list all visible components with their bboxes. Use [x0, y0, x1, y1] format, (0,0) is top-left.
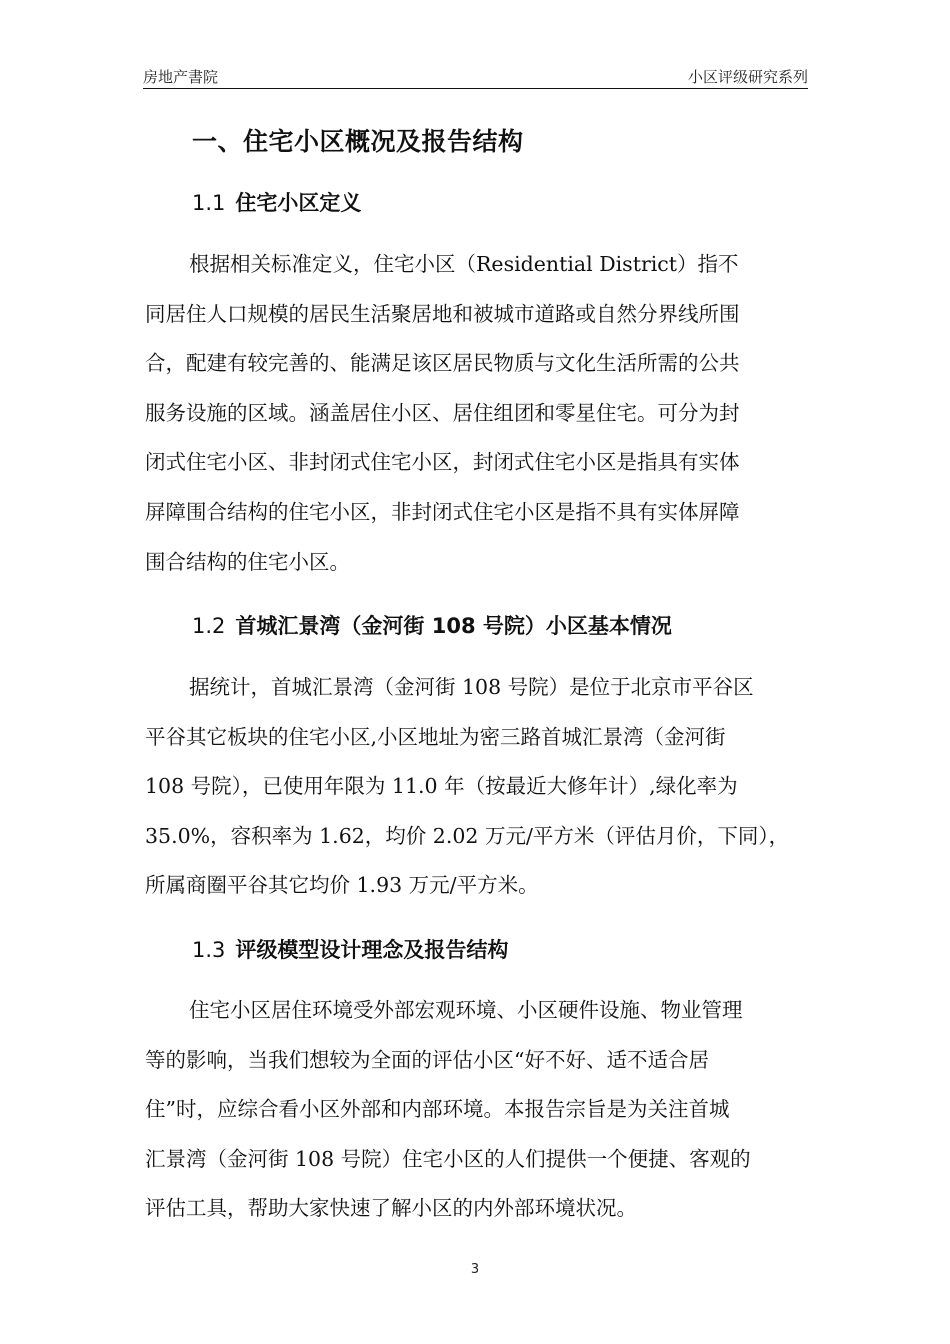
paragraph-line: 等的影响，当我们想较为全面的评估小区“好不好、适不适合居 [145, 1047, 709, 1072]
page-header [143, 66, 808, 88]
section-number: 1.1 [192, 191, 226, 215]
section-title: 评级模型设计理念及报告结构 [235, 938, 509, 962]
paragraph-line: 合，配建有较完善的、能满足该区居民物质与文化生活所需的公共 [145, 351, 740, 376]
section-title: 住宅小区定义 [235, 191, 362, 215]
paragraph-line: 同居住人口规模的居民生活聚居地和被城市道路或自然分界线所围 [145, 301, 740, 326]
section-paragraph-1-3 [145, 986, 815, 1234]
section-heading-1-2 [192, 610, 672, 640]
paragraph-line: 服务设施的区域。涵盖居住小区、居住组团和零星住宅。可分为封 [145, 400, 740, 425]
chapter-title: 一、住宅小区概况及报告结构 [192, 127, 524, 156]
paragraph-line: 108 号院），已使用年限为 11.0 年（按最近大修年计）,绿化率为 [145, 774, 738, 799]
section-heading-1-1 [192, 187, 361, 217]
paragraph-line: 平谷其它板块的住宅小区,小区地址为密三路首城汇景湾（金河街 [145, 724, 726, 749]
section-number: 1.3 [192, 938, 226, 962]
paragraph-line: 汇景湾（金河街 108 号院）住宅小区的人们提供一个便捷、客观的 [145, 1146, 751, 1171]
paragraph-line: 35.0%，容积率为 1.62，均价 2.02 万元/平方米（评估月价，下同）， [145, 823, 790, 848]
section-paragraph-1-2 [145, 663, 815, 911]
page-number: 3 [470, 1262, 480, 1277]
paragraph-line: 屏障围合结构的住宅小区，非封闭式住宅小区是指不具有实体屏障 [145, 499, 740, 524]
header-divider [143, 88, 808, 89]
section-heading-1-3 [192, 934, 508, 964]
section-title: 首城汇景湾（金河街 108 号院）小区基本情况 [235, 614, 672, 638]
paragraph-line: 根据相关标准定义，住宅小区（Residential District）指不 [189, 252, 739, 276]
paragraph-line: 住”时，应综合看小区外部和内部环境。本报告宗旨是为关注首城 [145, 1097, 730, 1122]
paragraph-line: 据统计，首城汇景湾（金河街 108 号院）是位于北京市平谷区 [189, 675, 754, 699]
paragraph-line: 所属商圈平谷其它均价 1.93 万元/平方米。 [145, 873, 539, 898]
section-number: 1.2 [192, 614, 226, 638]
paragraph-line: 围合结构的住宅小区。 [145, 549, 350, 574]
header-right-text: 小区评级研究系列 [687, 68, 808, 86]
paragraph-line: 评估工具，帮助大家快速了解小区的内外部环境状况。 [145, 1196, 637, 1221]
header-left-text: 房地产書院 [143, 68, 219, 86]
section-paragraph-1-1 [145, 240, 815, 587]
paragraph-line: 闭式住宅小区、非封闭式住宅小区，封闭式住宅小区是指具有实体 [145, 450, 740, 475]
paragraph-line: 住宅小区居住环境受外部宏观环境、小区硬件设施、物业管理 [189, 998, 743, 1022]
